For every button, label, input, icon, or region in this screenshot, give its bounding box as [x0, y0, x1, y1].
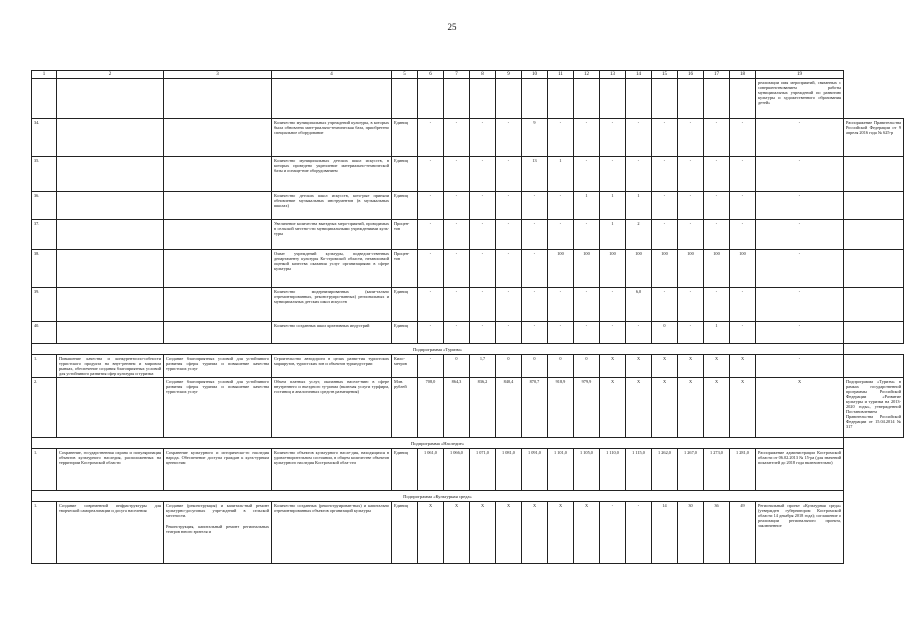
value-cell: 49 [730, 502, 756, 564]
table-row [32, 192, 904, 220]
task-cell [164, 157, 272, 192]
value-cell: - [496, 119, 522, 157]
value-cell: 1 081,0 [496, 449, 522, 491]
value-cell: 0 [574, 355, 600, 378]
table-row [32, 502, 904, 564]
value-cell: - [756, 250, 844, 288]
value-cell: - [418, 157, 444, 192]
value-cell: 0 [522, 355, 548, 378]
value-cell: 1 [600, 220, 626, 250]
value-cell: 708,0 [418, 378, 444, 438]
value-cell: - [730, 220, 756, 250]
value-cell: - [652, 192, 678, 220]
basis-cell: Распоряжение администрации Костромской области от 06.02.2013 № 15-ра (для значений показателей до 2018 года включительно) [756, 449, 844, 491]
section-tourism [32, 344, 904, 355]
value-cell: 1 071,0 [470, 449, 496, 491]
goal-cell: Создание современной инфраструктуры для творческой самореализации и досуга населения [57, 502, 164, 564]
value-cell: - [704, 220, 730, 250]
value-cell: 1 262,0 [652, 449, 678, 491]
value-cell: - [418, 250, 444, 288]
indicator-cell: Количество муниципальных учреждений культуры, в которых была обновлена мате-риально-техническая база, приобретено специальное оборудование [272, 119, 392, 157]
header-cell: 4 [272, 71, 392, 79]
task-cell [164, 119, 272, 157]
goal-cell [57, 119, 164, 157]
value-cell: - [756, 288, 844, 322]
goal-cell [57, 192, 164, 220]
value-cell: - [678, 288, 704, 322]
header-cell: 5 [392, 71, 418, 79]
unit-cell: Единиц [392, 157, 418, 192]
value-cell: - [730, 119, 756, 157]
table-row [32, 322, 904, 344]
value-cell: - [496, 288, 522, 322]
header-cell: 2 [57, 71, 164, 79]
header-cell: 16 [678, 71, 704, 79]
header-cell: 11 [548, 71, 574, 79]
goal-cell: Повышение качества и конкурентоспо-собности туристского продукта на внут-реннем и мировом рынках, обеспечение создания благоприятных условий для устойчивого развития сфер культуры и туризма [57, 355, 164, 378]
value-cell: - [626, 157, 652, 192]
unit-cell: Единиц [392, 449, 418, 491]
value-cell: - [756, 157, 844, 192]
unit-cell: Единиц [392, 192, 418, 220]
value-cell: X [678, 355, 704, 378]
value-cell: - [418, 220, 444, 250]
basis-cell [844, 322, 904, 344]
value-cell: - [678, 322, 704, 344]
value-cell: 100 [730, 250, 756, 288]
value-cell: - [444, 157, 470, 192]
value-cell: X [470, 502, 496, 564]
header-cell: 19 [756, 71, 844, 79]
value-cell: 1 281,0 [730, 449, 756, 491]
unit-cell: Кило-метров [392, 355, 418, 378]
value-cell: 1 091,0 [522, 449, 548, 491]
value-cell: - [548, 322, 574, 344]
value-cell: 30 [678, 502, 704, 564]
indicator-cell: Количество муниципальных детских школ искусств, в которых проведено укрепление материально-технической базы и оснаще-ние оборудованием [272, 157, 392, 192]
value-cell: - [444, 288, 470, 322]
value-cell: 1 [574, 192, 600, 220]
task-cell [164, 502, 272, 564]
value-cell: 100 [600, 250, 626, 288]
continued-row [32, 79, 904, 119]
value-cell: - [418, 192, 444, 220]
value-cell: - [756, 119, 844, 157]
basis-cell [844, 192, 904, 220]
value-cell: X [704, 355, 730, 378]
value-cell: 979,9 [574, 378, 600, 438]
unit-cell: Единиц [392, 322, 418, 344]
header-cell: 3 [164, 71, 272, 79]
header-cell: 15 [652, 71, 678, 79]
value-cell: 1 115,0 [626, 449, 652, 491]
task-cell: Создание благоприятных условий для устойчивого развития сферы туризма и повышение качества туристских услуг [164, 355, 272, 378]
value-cell: X [548, 502, 574, 564]
value-cell: 864,3 [444, 378, 470, 438]
value-cell: - [444, 220, 470, 250]
value-cell: 1 [704, 322, 730, 344]
header-row [32, 71, 904, 79]
basis-cell: Распоряжение Правительства Российской Федерации от 9 апреля 2016 года № 625-р [844, 119, 904, 157]
value-cell: - [522, 220, 548, 250]
value-cell: X [444, 502, 470, 564]
value-cell: 1 066,0 [444, 449, 470, 491]
value-cell: 1 110,0 [600, 449, 626, 491]
task-cell: Сохранение культурного и историческо-го наследия народа. Обеспечение доступа граждан к куль-турным ценностям [164, 449, 272, 491]
value-cell: - [600, 322, 626, 344]
value-cell: 1 267,0 [678, 449, 704, 491]
value-cell: X [600, 355, 626, 378]
value-cell: - [652, 288, 678, 322]
basis-cell: Региональный проект «Культурная среда» (утвержден губернатором Костромской области 14 декабря 2018 года); соглашение о реализации регионального проекта, заключенное [756, 502, 844, 564]
goal-cell [57, 157, 164, 192]
value-cell: 14 [652, 502, 678, 564]
value-cell: 9 [522, 119, 548, 157]
indicator-cell: Количество созданных школ креативных индустрий [272, 322, 392, 344]
unit-cell: Процен-тов [392, 220, 418, 250]
value-cell: 36 [704, 502, 730, 564]
value-cell: - [730, 192, 756, 220]
value-cell: 0 [444, 355, 470, 378]
value-cell: - [548, 288, 574, 322]
value-cell: - [548, 192, 574, 220]
task-cell [164, 322, 272, 344]
basis-cell [844, 250, 904, 288]
value-cell: - [704, 119, 730, 157]
value-cell: X [496, 502, 522, 564]
section-heading: Подпрограмма «Туризм» [32, 344, 844, 355]
header-cell: 7 [444, 71, 470, 79]
header-cell: 13 [600, 71, 626, 79]
row-number: 36. [32, 192, 57, 220]
value-cell: X [730, 355, 756, 378]
value-cell: - [626, 322, 652, 344]
value-cell: X [522, 502, 548, 564]
value-cell: 918,9 [548, 378, 574, 438]
section-heading: Подпрограмма «Культурная среда» [32, 491, 844, 502]
unit-cell: Процен-тов [392, 250, 418, 288]
value-cell: X [678, 378, 704, 438]
value-cell: 100 [678, 250, 704, 288]
value-cell: - [652, 220, 678, 250]
indicator-cell: Количество модернизированных (капи-тально отремонтированных, реконструиро-ванных) региональных и муниципальных детских школ искусств [272, 288, 392, 322]
value-cell: - [444, 322, 470, 344]
header-cell: 18 [730, 71, 756, 79]
value-cell: X [704, 378, 730, 438]
header-cell: 17 [704, 71, 730, 79]
value-cell: - [678, 119, 704, 157]
indicator-cell: Количество детских школ искусств, кото-рые приняли обновление музыкальных инструментов (в музыкальных школах) [272, 192, 392, 220]
value-cell: - [522, 322, 548, 344]
row-number: 2. [32, 378, 57, 438]
value-cell: X [574, 502, 600, 564]
value-cell: 870,7 [522, 378, 548, 438]
value-cell: - [730, 288, 756, 322]
value-cell: 0 [496, 355, 522, 378]
table-row [32, 220, 904, 250]
value-cell: 1 [600, 192, 626, 220]
section-heading: Подпрограмма «Наследие» [32, 438, 844, 449]
value-cell: - [522, 288, 548, 322]
value-cell: 1 [626, 192, 652, 220]
value-cell: X [756, 378, 844, 438]
table-row [32, 378, 904, 438]
section-culture-env [32, 491, 904, 502]
value-cell: 1 061,0 [418, 449, 444, 491]
goal-cell [57, 378, 164, 438]
indicator-cell: Охват учреждений культуры, подведом-ственных департаменту культуры Ко-стромской области, независимой оценкой качества оказания услуг организациями в сфере культуры [272, 250, 392, 288]
value-cell: X [626, 378, 652, 438]
header-cell: 1 [32, 71, 57, 79]
value-cell: X [652, 355, 678, 378]
value-cell: 13 [522, 157, 548, 192]
value-cell: 100 [652, 250, 678, 288]
value-cell: - [418, 355, 444, 378]
value-cell: - [444, 250, 470, 288]
value-cell: 1 273,0 [704, 449, 730, 491]
task-text: Реконструкция, капитальный ремонт региональных театров юного зрителя и [166, 524, 269, 534]
value-cell: - [600, 288, 626, 322]
value-cell: - [470, 250, 496, 288]
value-cell: 1 105,0 [574, 449, 600, 491]
goal-cell [57, 288, 164, 322]
value-cell: - [730, 322, 756, 344]
basis-cell [844, 355, 904, 378]
task-cell [164, 220, 272, 250]
page-number: 25 [447, 22, 457, 32]
value-cell: - [574, 157, 600, 192]
value-cell: 100 [704, 250, 730, 288]
value-cell: 100 [548, 250, 574, 288]
indicator-cell: Строительство автодороги в целях разви-тия туристских маршрутов, туристских зон и объектов турындустрии [272, 355, 392, 378]
indicator-cell: Объем платных услуг, оказанных населе-нию в сфере внутреннего и въездного ту-ризма (включая услуги турфирм, гостиниц и аналогичных средств размещения) [272, 378, 392, 438]
value-cell: - [444, 192, 470, 220]
value-cell: 1 101,0 [548, 449, 574, 491]
value-cell: X [418, 502, 444, 564]
value-cell: 836,2 [470, 378, 496, 438]
value-cell: 100 [626, 250, 652, 288]
indicator-cell: Количество объектов культурного насле-дия, находящихся в удовлетворительном состоянии, в общем количестве объектов культурного наследия Костромской обла-сти [272, 449, 392, 491]
unit-cell: Единиц [392, 502, 418, 564]
value-cell: - [756, 355, 844, 378]
value-cell: - [704, 288, 730, 322]
value-cell: X [600, 378, 626, 438]
value-cell: - [600, 157, 626, 192]
row-number: 40. [32, 322, 57, 344]
row-number: 38. [32, 250, 57, 288]
task-cell [164, 288, 272, 322]
value-cell: - [574, 322, 600, 344]
value-cell: X [730, 378, 756, 438]
section-heritage [32, 438, 904, 449]
value-cell: 6,0 [626, 288, 652, 322]
value-cell: - [600, 502, 626, 564]
value-cell: - [418, 322, 444, 344]
header-cell: 9 [496, 71, 522, 79]
value-cell: - [678, 192, 704, 220]
value-cell: - [730, 157, 756, 192]
basis-cell [844, 157, 904, 192]
value-cell: - [470, 220, 496, 250]
value-cell: - [574, 119, 600, 157]
value-cell: - [496, 250, 522, 288]
value-cell: - [418, 288, 444, 322]
value-cell: - [470, 119, 496, 157]
value-cell: - [522, 250, 548, 288]
value-cell: - [704, 157, 730, 192]
row-number: 1. [32, 449, 57, 491]
table-row [32, 449, 904, 491]
task-cell [164, 250, 272, 288]
value-cell: - [496, 322, 522, 344]
value-cell: X [626, 355, 652, 378]
table-row [32, 250, 904, 288]
value-cell: 2 [626, 220, 652, 250]
header-cell: 12 [574, 71, 600, 79]
value-cell: - [496, 157, 522, 192]
value-cell: - [418, 119, 444, 157]
basis-cell [844, 220, 904, 250]
header-cell: 14 [626, 71, 652, 79]
continued-note: реализации имя мероприятий, связанных с совершенствованием работы муниципальных учреждений по развитию культуры и художественного образования детей» [756, 79, 844, 119]
table-row [32, 119, 904, 157]
unit-cell: Млн. рублей [392, 378, 418, 438]
unit-cell: Единиц [392, 119, 418, 157]
value-cell: 0 [548, 355, 574, 378]
value-cell: - [548, 119, 574, 157]
basis-cell: Подпрограмма «Туризм» в рамках государственной программы Российской Федерации «Развитие культуры и туризма на 2013-2020 годы», утвержденной Постановлением Правительства Российской Федерации от 15.04.2014 № 317 [844, 378, 904, 438]
goal-cell [57, 250, 164, 288]
value-cell: 1 [548, 157, 574, 192]
value-cell: 1,7 [470, 355, 496, 378]
unit-cell: Единиц [392, 288, 418, 322]
row-number: 1. [32, 502, 57, 564]
row-number: 1. [32, 355, 57, 378]
value-cell: - [522, 192, 548, 220]
header-cell: 6 [418, 71, 444, 79]
header-cell: 8 [470, 71, 496, 79]
value-cell: - [574, 220, 600, 250]
value-cell: - [756, 192, 844, 220]
value-cell: - [652, 157, 678, 192]
table-row [32, 355, 904, 378]
row-number: 39. [32, 288, 57, 322]
goal-cell [57, 322, 164, 344]
value-cell: 840,4 [496, 378, 522, 438]
value-cell: - [652, 119, 678, 157]
value-cell: - [756, 322, 844, 344]
table-row [32, 288, 904, 322]
value-cell: - [470, 192, 496, 220]
indicators-table [31, 70, 904, 564]
goal-cell [57, 220, 164, 250]
task-cell: Создание благоприятных условий для устойчивого развития сферы туризма и повышение качества туристских услуг [164, 378, 272, 438]
basis-cell [844, 288, 904, 322]
row-number: 37. [32, 220, 57, 250]
value-cell: 100 [574, 250, 600, 288]
value-cell: - [470, 288, 496, 322]
header-cell: 10 [522, 71, 548, 79]
row-number: 34. [32, 119, 57, 157]
task-cell [164, 192, 272, 220]
row-number: 35. [32, 157, 57, 192]
goal-cell: Сохранение, государственная охрана и популяризация объектов культурного наследия, расположенных на территории Костромской области [57, 449, 164, 491]
value-cell: - [704, 192, 730, 220]
value-cell: X [652, 378, 678, 438]
value-cell: - [678, 220, 704, 250]
value-cell: - [496, 192, 522, 220]
value-cell: - [600, 119, 626, 157]
value-cell: - [548, 220, 574, 250]
indicator-cell: Увеличение количества выездных меро-приятий, проводимых в сельской местно-сти муниципальными учреждениями куль-туры [272, 220, 392, 250]
value-cell: - [626, 119, 652, 157]
task-text: Создание (реконструкция) и капиталь-ный ремонт культурно-досуговых учре-ждений в сельской местности. [166, 503, 269, 518]
value-cell: - [470, 157, 496, 192]
value-cell: - [756, 220, 844, 250]
value-cell: - [626, 502, 652, 564]
table-row [32, 157, 904, 192]
value-cell: - [470, 322, 496, 344]
value-cell: 0 [652, 322, 678, 344]
indicator-cell: Количество созданных (реконструирован-ных) и капитально отремонтированных объектов организаций культуры [272, 502, 392, 564]
value-cell: - [574, 288, 600, 322]
value-cell: - [444, 119, 470, 157]
value-cell: - [496, 220, 522, 250]
value-cell: - [678, 157, 704, 192]
